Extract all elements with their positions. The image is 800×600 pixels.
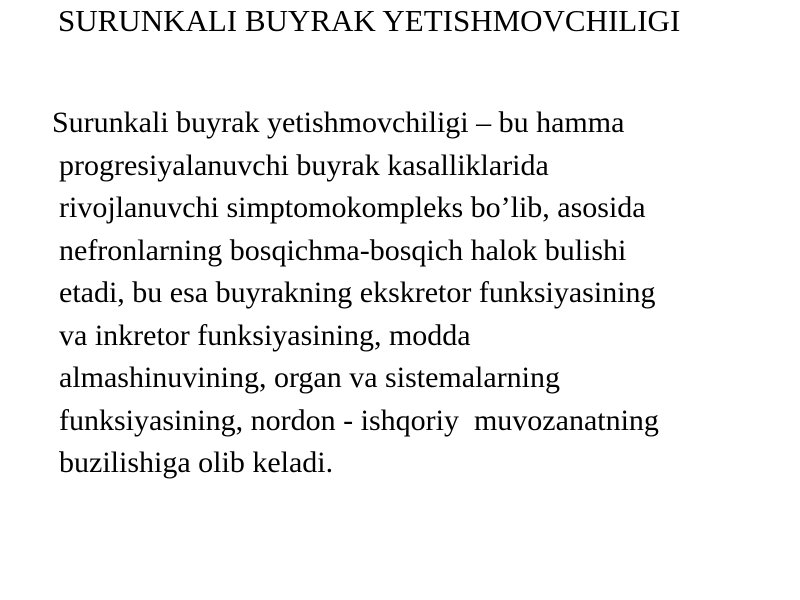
paragraph-line: almashinuvining, organ va sistemalarning (59, 361, 561, 394)
paragraph-line: progresiyalanuvchi buyrak kasalliklarida (59, 148, 549, 182)
paragraph-line: Surunkali buyrak yetishmovchiligi – bu hamma (52, 106, 625, 139)
slide-title: SURUNKALI BUYRAK YETISHMOVCHILIGI (58, 3, 681, 38)
paragraph-line: funksiyasining, nordon - ishqoriy muvozanatning (59, 403, 659, 437)
paragraph-line: va inkretor funksiyasining, modda (59, 318, 471, 352)
paragraph-line: rivojlanuvchi simptomokompleks bo’lib, asosida (59, 191, 646, 224)
paragraph-line: etadi, bu esa buyrakning ekskretor funksiyasining (59, 276, 656, 309)
paragraph-line: buzilishiga olib keladi. (59, 446, 334, 479)
paragraph-line: nefronlarning bosqichma-bosqich halok bulishi (59, 233, 627, 267)
